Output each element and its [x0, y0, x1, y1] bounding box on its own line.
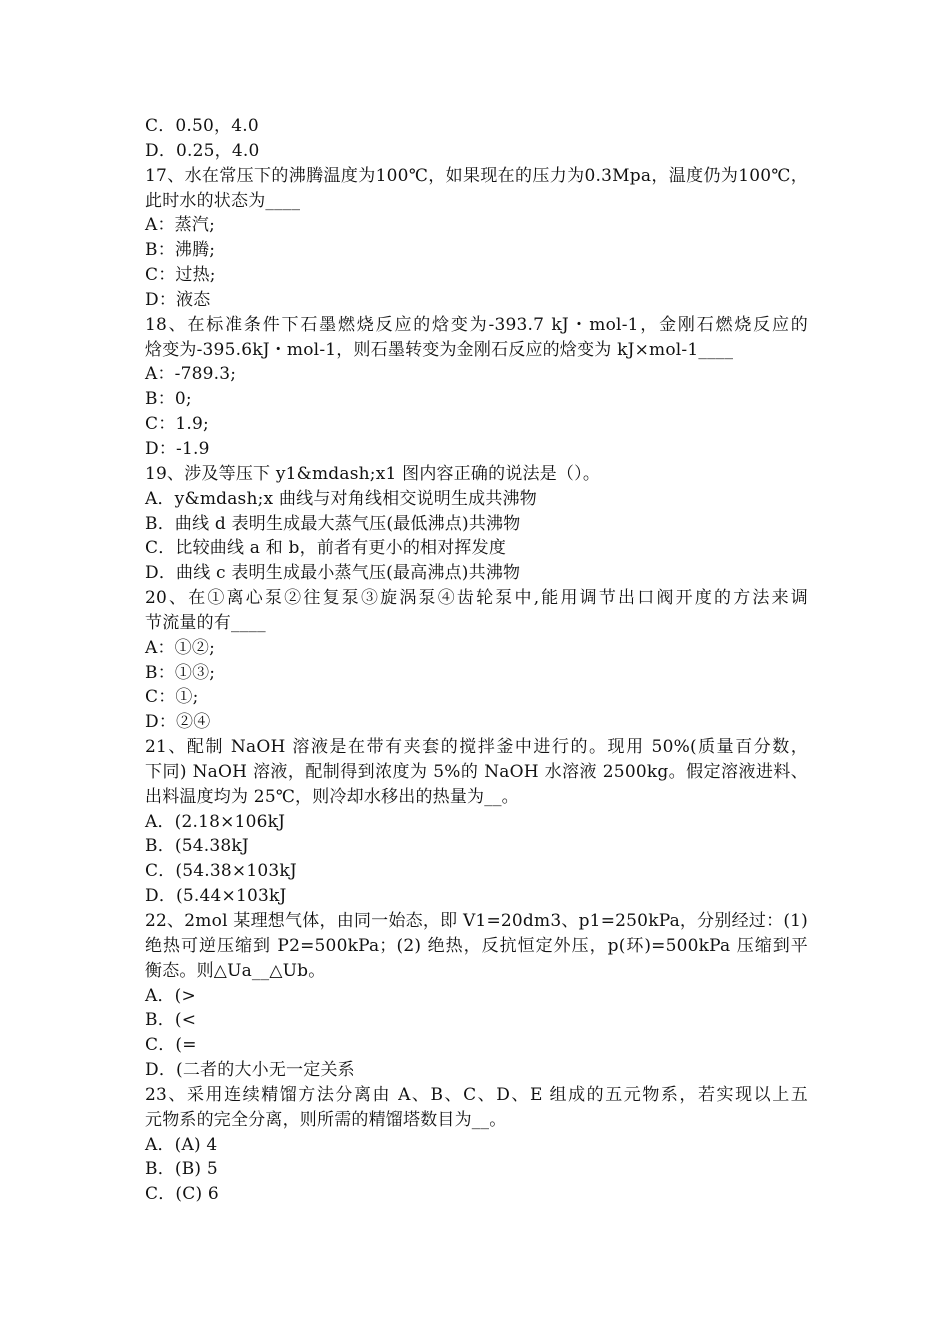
question-22	[145, 909, 808, 1083]
option-line: D：-1.9	[145, 438, 210, 459]
question-stem-line: 18、在标准条件下石墨燃烧反应的焓变为-393.7 kJ・mol-1，金刚石燃烧反应的	[145, 314, 808, 335]
question-21	[145, 735, 808, 909]
question-18	[145, 313, 808, 462]
option-line: A．(A) 4	[145, 1134, 218, 1155]
option-line: A：蒸汽;	[145, 215, 216, 236]
option-line: B．(<	[145, 1010, 197, 1031]
question-23	[145, 1083, 808, 1207]
question-stem-line: 20、在①离心泵②往复泵③旋涡泵④齿轮泵中,能用调节出口阀开度的方法来调	[145, 588, 808, 609]
question-stem-line: 此时水的状态为____	[145, 190, 301, 211]
option-line: C．(C) 6	[145, 1184, 219, 1205]
option-line: D．0.25，4.0	[145, 140, 260, 161]
option-line: B：①③;	[145, 662, 216, 683]
question-stem-line: 21、配制 NaOH 溶液是在带有夹套的搅拌釜中进行的。现用 50%(质量百分数，	[145, 737, 808, 758]
question-20	[145, 586, 808, 735]
question-17	[145, 164, 808, 313]
option-line: C．比较曲线 a 和 b，前者有更小的相对挥发度	[145, 538, 507, 559]
option-line: C．(=	[145, 1035, 197, 1056]
option-line: C：1.9;	[145, 414, 209, 435]
option-line: D．曲线 c 表明生成最小蒸气压(最高沸点)共沸物	[145, 563, 521, 584]
option-line: A：①②;	[145, 637, 216, 658]
question-stem-line: 22、2mol 某理想气体，由同一始态，即 V1=20dm3、p1=250kPa，分别经过：(1)	[145, 911, 808, 931]
option-line: B：0;	[145, 389, 192, 410]
question-stem-line: 23、采用连续精馏方法分离由 A、B、C、D、E 组成的五元物系，若实现以上五	[145, 1084, 808, 1105]
option-line: A．y&mdash;x 曲线与对角线相交说明生成共沸物	[145, 488, 537, 509]
option-line: D：液态	[145, 289, 211, 310]
option-line: C：过热;	[145, 265, 216, 286]
option-line: A．(>	[145, 985, 196, 1006]
option-line: C．(54.38×103kJ	[145, 861, 297, 882]
option-line: C：①;	[145, 687, 199, 708]
question-stem-line: 出料温度均为 25℃，则冷却水移出的热量为__。	[145, 786, 519, 807]
question-stem-line: 节流量的有____	[145, 612, 266, 633]
option-line: B．(54.38kJ	[145, 836, 249, 857]
option-line: B．(B) 5	[145, 1159, 218, 1180]
option-line: D．(二者的大小无一定关系	[145, 1060, 355, 1081]
question-stem-line: 17、水在常压下的沸腾温度为100℃，如果现在的压力为0.3Mpa，温度仍为100℃，	[145, 165, 808, 186]
option-line: B：沸腾;	[145, 240, 216, 261]
question-stem-line: 下同) NaOH 溶液，配制得到浓度为 5%的 NaOH 水溶液 2500kg。假定溶液进料、	[145, 761, 808, 782]
option-line: D．(5.44×103kJ	[145, 886, 287, 907]
document-body	[145, 114, 808, 1207]
option-line: B．曲线 d 表明生成最大蒸气压(最低沸点)共沸物	[145, 513, 521, 534]
option-line: A．(2.18×106kJ	[145, 811, 286, 832]
question-19	[145, 462, 808, 586]
question-stem-line: 衡态。则△Ua__△Ub。	[145, 960, 326, 981]
question-stem-line: 焓变为-395.6kJ・mol-1，则石墨转变为金刚石反应的焓变为 kJ×mol-1____	[145, 339, 734, 360]
question-stem-line: 元物系的完全分离，则所需的精馏塔数目为__。	[145, 1109, 507, 1130]
option-line: C．0.50，4.0	[145, 116, 259, 136]
option-line: A：-789.3;	[145, 364, 237, 385]
question-stem-line: 19、涉及等压下 y1&mdash;x1 图内容正确的说法是（）。	[145, 463, 601, 484]
question-stem-line: 绝热可逆压缩到 P2=500kPa；(2) 绝热，反抗恒定外压，p(环)=500kPa 压缩到平	[145, 935, 808, 956]
option-line: D：②④	[145, 712, 211, 733]
